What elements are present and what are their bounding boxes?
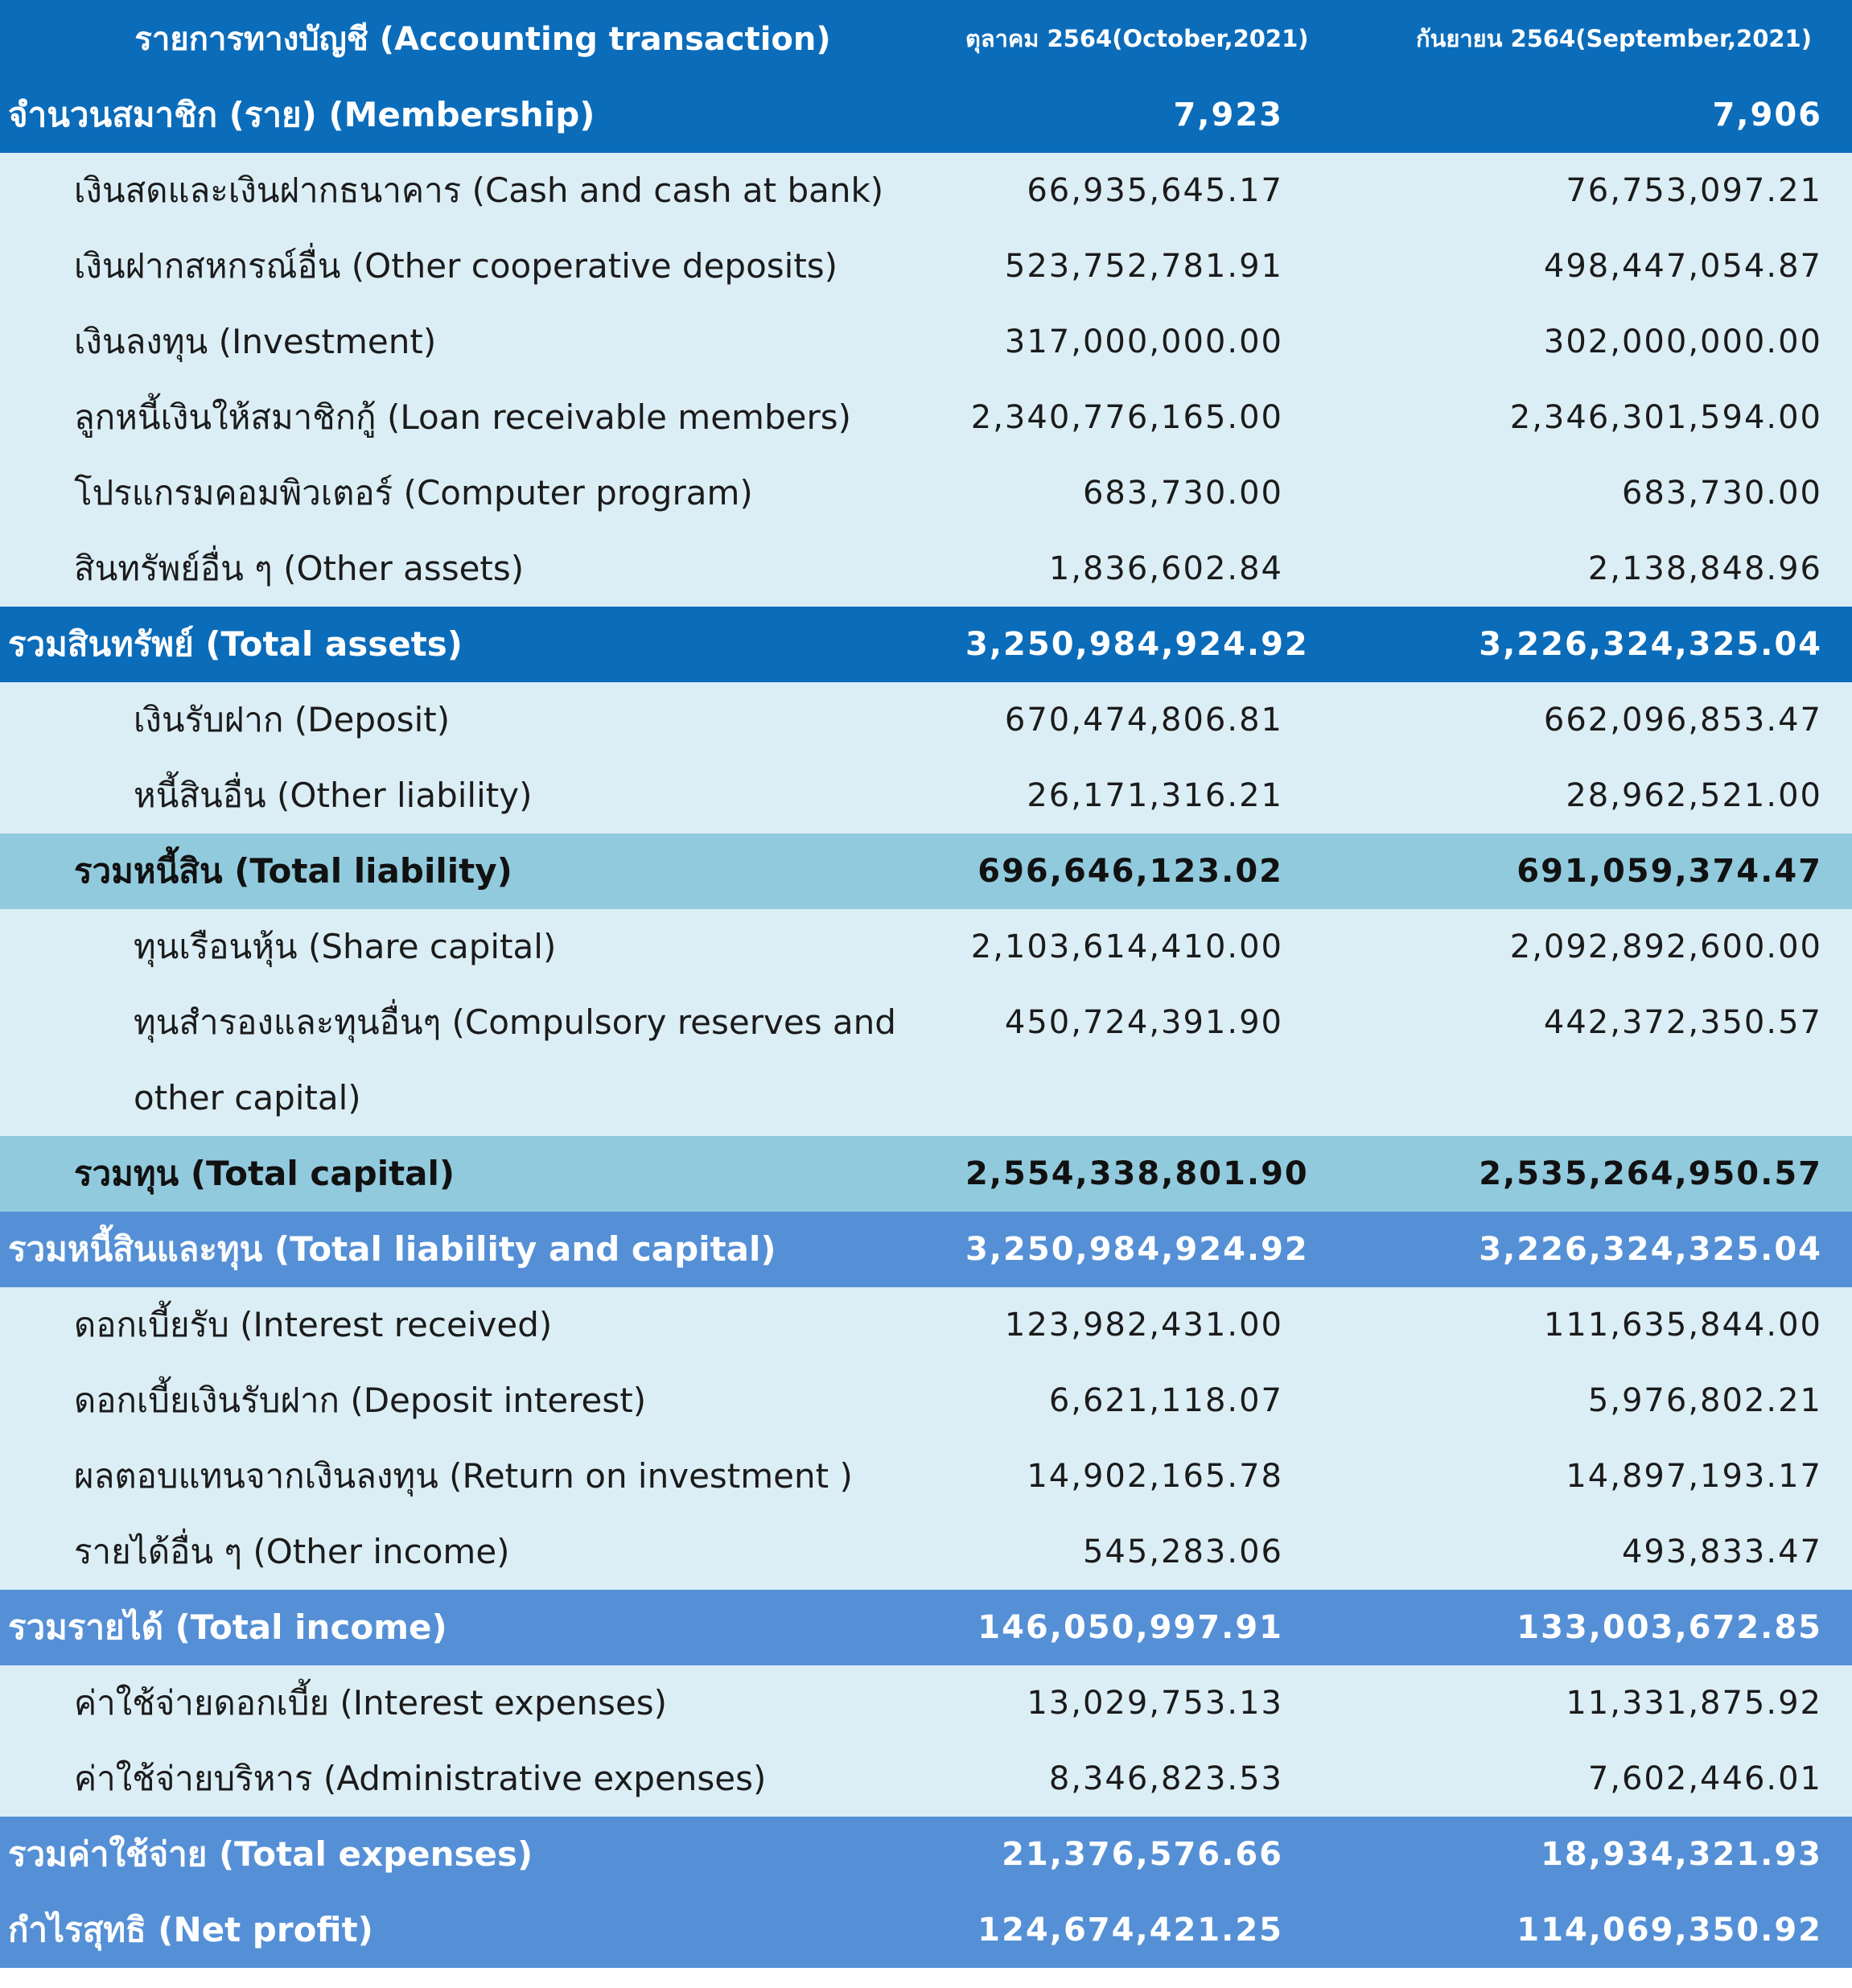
total-expenses-row xyxy=(0,1817,1852,1892)
row-label: ดอกเบี้ยรับ (Interest received) xyxy=(74,1305,553,1344)
header-september: กันยายน 2564(September,2021) xyxy=(1415,25,1812,52)
row-label: ค่าใช้จ่ายดอกเบี้ย (Interest expenses) xyxy=(74,1683,668,1723)
row-label: เงินรับฝาก (Deposit) xyxy=(134,700,451,739)
table-row xyxy=(0,1741,1852,1817)
september-value: 493,833.47 xyxy=(1621,1533,1822,1570)
row-label: ดอกเบี้ยเงินรับฝาก (Deposit interest) xyxy=(74,1381,647,1420)
october-value: 545,283.06 xyxy=(1082,1533,1283,1570)
table-row xyxy=(0,531,1852,607)
row-label: รวมหนี้สินและทุน (Total liability and capital) xyxy=(8,1229,776,1269)
september-value: 302,000,000.00 xyxy=(1543,323,1822,360)
total-liability-row xyxy=(0,833,1852,909)
row-label: รวมค่าใช้จ่าย (Total expenses) xyxy=(8,1834,533,1874)
october-value: 13,029,753.13 xyxy=(1027,1685,1283,1722)
table-row xyxy=(0,758,1852,833)
row-label: เงินสดและเงินฝากธนาคาร (Cash and cash at bank) xyxy=(74,171,884,210)
total-liability-capital-row xyxy=(0,1212,1852,1287)
table-row xyxy=(0,1439,1852,1514)
october-value: 2,554,338,801.90 xyxy=(965,1155,1309,1192)
october-value: 124,674,421.25 xyxy=(977,1912,1283,1949)
september-value: 2,092,892,600.00 xyxy=(1509,928,1822,965)
october-value: 2,340,776,165.00 xyxy=(970,399,1283,436)
row-label: ทุนเรือนหุ้น (Share capital) xyxy=(134,927,557,966)
october-value: 683,730.00 xyxy=(1082,475,1283,512)
october-value: 26,171,316.21 xyxy=(1027,777,1283,814)
september-value: 18,934,321.93 xyxy=(1541,1836,1822,1873)
table-row xyxy=(0,1363,1852,1439)
september-value: 5,976,802.21 xyxy=(1587,1382,1822,1419)
october-value: 146,050,997.91 xyxy=(977,1609,1283,1646)
october-value: 696,646,123.02 xyxy=(977,853,1283,890)
row-label: หนี้สินอื่น (Other liability) xyxy=(134,776,533,815)
row-label: รวมหนี้สิน (Total liability) xyxy=(74,851,512,891)
october-value: 8,346,823.53 xyxy=(1048,1760,1283,1797)
total-capital-row xyxy=(0,1136,1852,1212)
row-label: ค่าใช้จ่ายบริหาร (Administrative expenses) xyxy=(74,1759,767,1798)
table-row xyxy=(0,1287,1852,1363)
october-value: 670,474,806.81 xyxy=(1004,702,1283,739)
table-row xyxy=(0,682,1852,758)
row-label: รวมสินทรัพย์ (Total assets) xyxy=(8,624,463,664)
row-label: เงินฝากสหกรณ์อื่น (Other cooperative deposits) xyxy=(74,246,838,286)
row-label: เงินลงทุน (Investment) xyxy=(74,322,437,361)
october-value: 6,621,118.07 xyxy=(1048,1382,1283,1419)
october-value: 3,250,984,924.92 xyxy=(965,1231,1309,1268)
october-value: 14,902,165.78 xyxy=(1027,1458,1283,1495)
september-value: 442,372,350.57 xyxy=(1543,1004,1822,1041)
october-value: 123,982,431.00 xyxy=(1004,1307,1283,1344)
october-value: 66,935,645.17 xyxy=(1027,172,1283,209)
row-label: ผลตอบแทนจากเงินลงทุน (Return on investment ) xyxy=(74,1456,853,1496)
table-row xyxy=(0,1665,1852,1741)
september-value: 114,069,350.92 xyxy=(1517,1912,1822,1949)
october-value: 523,752,781.91 xyxy=(1004,248,1283,285)
membership-row xyxy=(0,77,1852,153)
september-value: 14,897,193.17 xyxy=(1566,1458,1822,1495)
row-label: รวมทุน (Total capital) xyxy=(74,1154,455,1193)
row-label: กำไรสุทธิ (Net profit) xyxy=(8,1910,373,1949)
table-row xyxy=(0,153,1852,228)
october-value: 2,103,614,410.00 xyxy=(970,928,1283,965)
table-row xyxy=(0,985,1852,1136)
september-value: 662,096,853.47 xyxy=(1543,702,1822,739)
row-label: รายได้อื่น ๆ (Other income) xyxy=(74,1532,510,1571)
table-row xyxy=(0,380,1852,455)
september-value: 2,138,848.96 xyxy=(1587,550,1822,587)
september-value: 11,331,875.92 xyxy=(1566,1685,1822,1722)
september-value: 691,059,374.47 xyxy=(1517,853,1822,890)
table-row xyxy=(0,228,1852,304)
row-label: ลูกหนี้เงินให้สมาชิกกู้ (Loan receivable members) xyxy=(74,397,851,437)
september-value: 3,226,324,325.04 xyxy=(1479,1231,1822,1268)
september-value: 76,753,097.21 xyxy=(1566,172,1822,209)
row-label: ทุนสำรองและทุนอื่นๆ (Compulsory reserves and other capital) xyxy=(134,1002,896,1117)
october-value: 3,250,984,924.92 xyxy=(965,626,1309,663)
october-value: 21,376,576.66 xyxy=(1002,1836,1283,1873)
september-value: 7,602,446.01 xyxy=(1587,1760,1822,1797)
table-row xyxy=(0,455,1852,531)
september-value: 498,447,054.87 xyxy=(1543,248,1822,285)
september-value: 3,226,324,325.04 xyxy=(1479,626,1822,663)
september-value: 111,635,844.00 xyxy=(1543,1307,1822,1344)
october-value: 1,836,602.84 xyxy=(1048,550,1283,587)
table-header-row xyxy=(0,0,1852,77)
header-october: ตุลาคม 2564(October,2021) xyxy=(965,25,1309,52)
table-row xyxy=(0,304,1852,380)
row-label: สินทรัพย์อื่น ๆ (Other assets) xyxy=(74,549,525,588)
header-label: รายการทางบัญชี (Accounting transaction) xyxy=(134,21,831,58)
total-income-row xyxy=(0,1590,1852,1665)
october-value: 450,724,391.90 xyxy=(1004,1004,1283,1041)
row-label: จำนวนสมาชิก (ราย) (Membership) xyxy=(8,95,595,134)
october-value: 7,923 xyxy=(1173,97,1283,134)
september-value: 2,346,301,594.00 xyxy=(1509,399,1822,436)
row-label: รวมรายได้ (Total income) xyxy=(8,1607,447,1647)
total-assets-row xyxy=(0,607,1852,682)
september-value: 28,962,521.00 xyxy=(1566,777,1822,814)
september-value: 133,003,672.85 xyxy=(1517,1609,1822,1646)
table-row xyxy=(0,1514,1852,1590)
september-value: 683,730.00 xyxy=(1621,475,1822,512)
table-row xyxy=(0,909,1852,985)
september-value: 2,535,264,950.57 xyxy=(1479,1155,1822,1192)
row-label: โปรแกรมคอมพิวเตอร์ (Computer program) xyxy=(74,473,753,512)
october-value: 317,000,000.00 xyxy=(1004,323,1283,360)
september-value: 7,906 xyxy=(1712,97,1822,134)
net-profit-row xyxy=(0,1892,1852,1968)
